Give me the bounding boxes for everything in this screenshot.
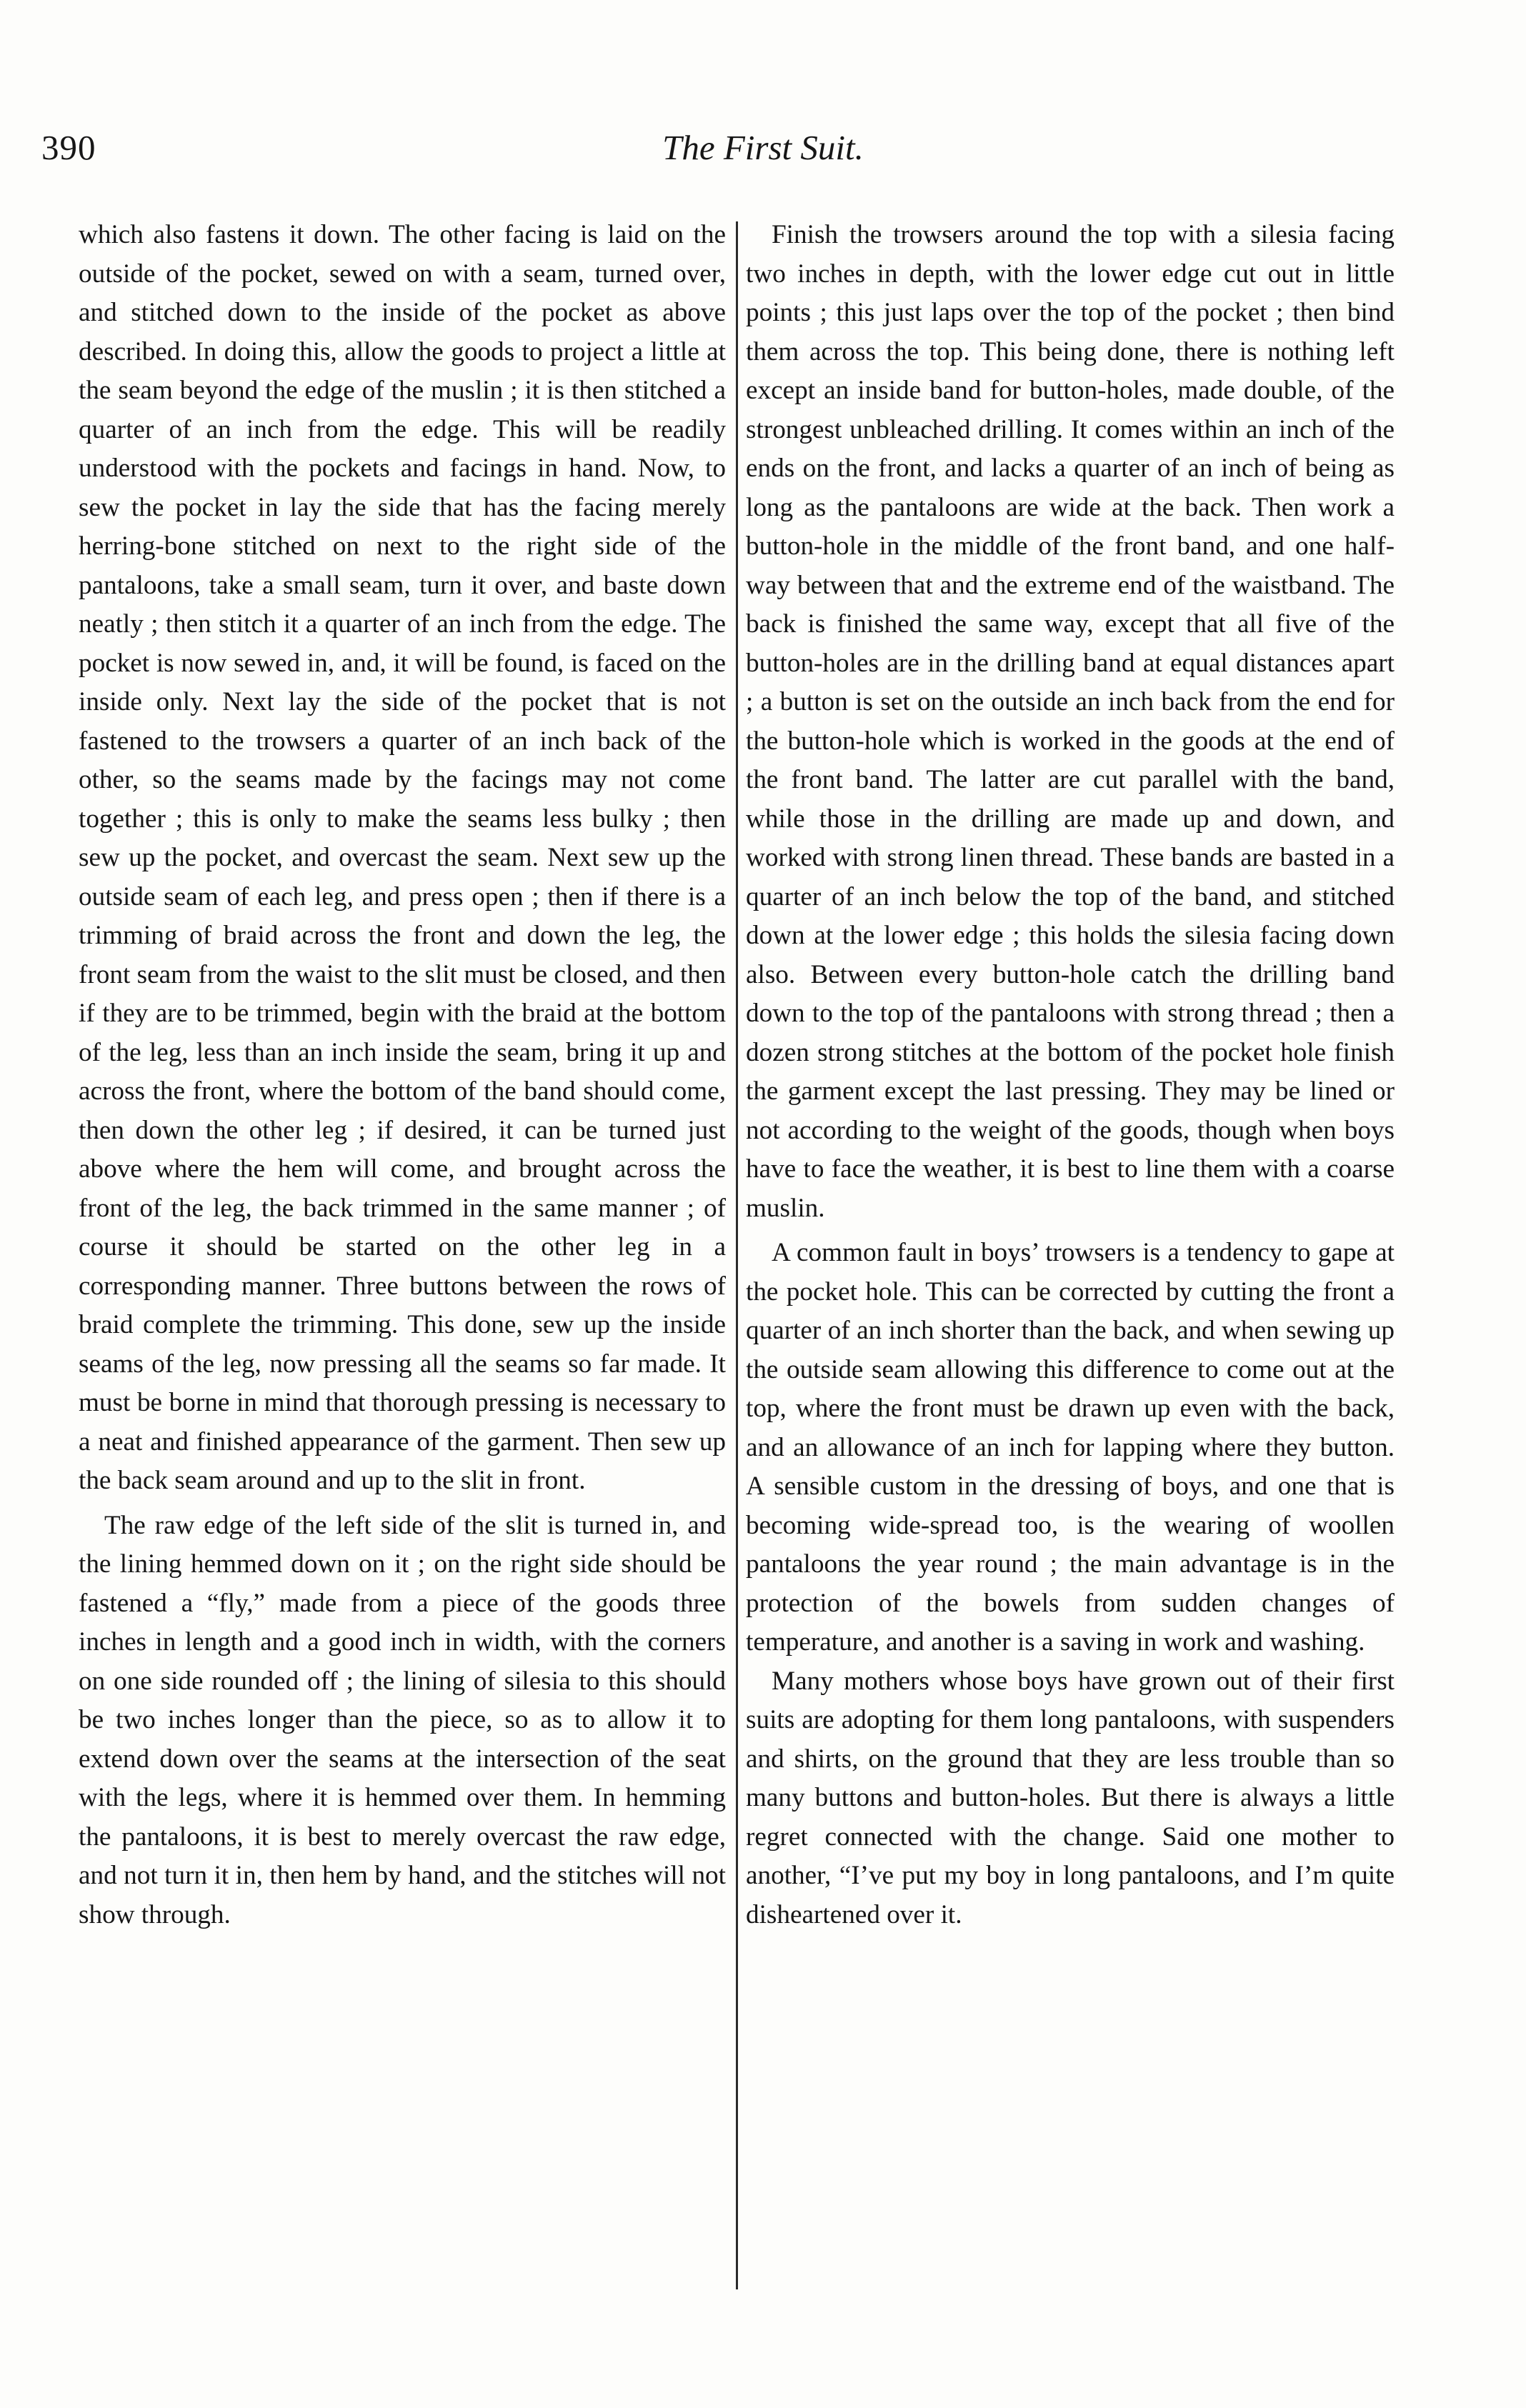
paragraph: A common fault in boys’ trowsers is a tendency to gape at the pocket hole. This can be corrected by cutting the front a quarter of an inch shorter than the back, and when sewing up the outside seam allowing this difference to come out at the top, where the front must be drawn up even with the back, and an allowance of an inch for lapping where they button. A sensible custom in the dressing of boys, and one that is becoming wide-spread too, is the wearing of woollen pantaloons the year round ; the main advantage is in the protection of the bowels from sudden changes of temperature, and another is a saving in work and washing.	[746, 1238, 1395, 1657]
column-divider	[736, 221, 738, 2289]
right-column	[746, 216, 1395, 1934]
paragraph: which also fastens it down. The other facing is laid on the outside of the pocket, sewed on with a seam, turned over, and stitched down to the inside of the pocket as above described. In doing this, allow the goods to project a little at the seam beyond the edge of the muslin ; it is then stitched a quarter of an inch from the edge. This will be readily understood with the pockets and facings in hand. Now, to sew the pocket in lay the side that has the facing merely herring-bone stitched on next to the right side of the pantaloons, take a small seam, turn it over, and baste down neatly ; then stitch it a quarter of an inch from the edge. The pocket is now sewed in, and, it will be found, is faced on the inside only. Next lay the side of the pocket that is not fastened to the trowsers a quarter of an inch back of the other, so the seams made by the facings may not come together ; this is only to make the seams less bulky ; then sew up the pocket, and overcast the seam. Next sew up the outside seam of each leg, and press open ; then if there is a trimming of braid across the front and down the leg, the front seam from the waist to the slit must be closed, and then if they are to be trimmed, begin with the braid at the bottom of the leg, less than an inch inside the seam, bring it up and across the front, where the bottom of the band should come, then down the other leg ; if desired, it can be turned just above where the hem will come, and brought across the front of the leg, the back trimmed in the same manner ; of course it should be started on the other leg in a corresponding manner. Three buttons between the rows of braid complete the trimming. This done, sew up the inside seams of the leg, now pressing all the seams so far made. It must be borne in mind that thorough pressing is necessary to a neat and finished appearance of the garment. Then sew up the back seam around and up to the slit in front.	[79, 220, 726, 1495]
left-column	[79, 216, 726, 1934]
running-title: The First Suit.	[662, 128, 864, 167]
paragraph: Finish the trowsers around the top with a silesia facing two inches in depth, with the lower edge cut out in little points ; this just laps over the top of the pocket ; then bind them across the top. This being done, there is nothing left except an inside band for button-holes, made double, of the strongest unbleached drilling. It comes within an inch of the ends on the front, and lacks a quarter of an inch of being as long as the pantaloons are wide at the back. Then work a button-hole in the middle of the front band, and one half-way between that and the extreme end of the waistband. The back is finished the same way, except that all five of the button-holes are in the drilling band at equal distances apart ; a button is set on the outside an inch back from the end for the button-hole which is worked in the goods at the end of the front band. The latter are cut parallel with the band, while those in the drilling are made up and down, and worked with strong linen thread. These bands are basted in a quarter of an inch below the top of the band, and stitched down at the lower edge ; this holds the silesia facing down also. Between every button-hole catch the drilling band down to the top of the pantaloons with strong thread ; then a dozen strong stitches at the bottom of the pocket hole finish the garment except the last pressing. They may be lined or not according to the weight of the goods, though when boys have to face the weather, it is best to line them with a coarse muslin.	[746, 220, 1395, 1223]
page-header	[41, 127, 1485, 184]
paragraph: The raw edge of the left side of the slit is turned in, and the lining hemmed down on it ; on the right side should be fastened a “fly,” made from a piece of the goods three inches in length and a good inch in width, with the corners on one side rounded off ; the lining of silesia to this should be two inches longer than the piece, so as to allow it to extend down over the seams at the intersection of the seat with the legs, where it is hemmed over them. In hemming the pantaloons, it is best to merely overcast the raw edge, and not turn it in, then hem by hand, and the stitches will not show through.	[79, 1510, 726, 1929]
paragraph: Many mothers whose boys have grown out of their first suits are adopting for them long pantaloons, with suspenders and shirts, on the ground that they are less trouble than so many buttons and button-holes. But there is always a little regret connected with the change. Said one mother to another, “I’ve put my boy in long pantaloons, and I’m quite disheartened over it.	[746, 1666, 1395, 1929]
page-number: 390	[41, 128, 96, 167]
